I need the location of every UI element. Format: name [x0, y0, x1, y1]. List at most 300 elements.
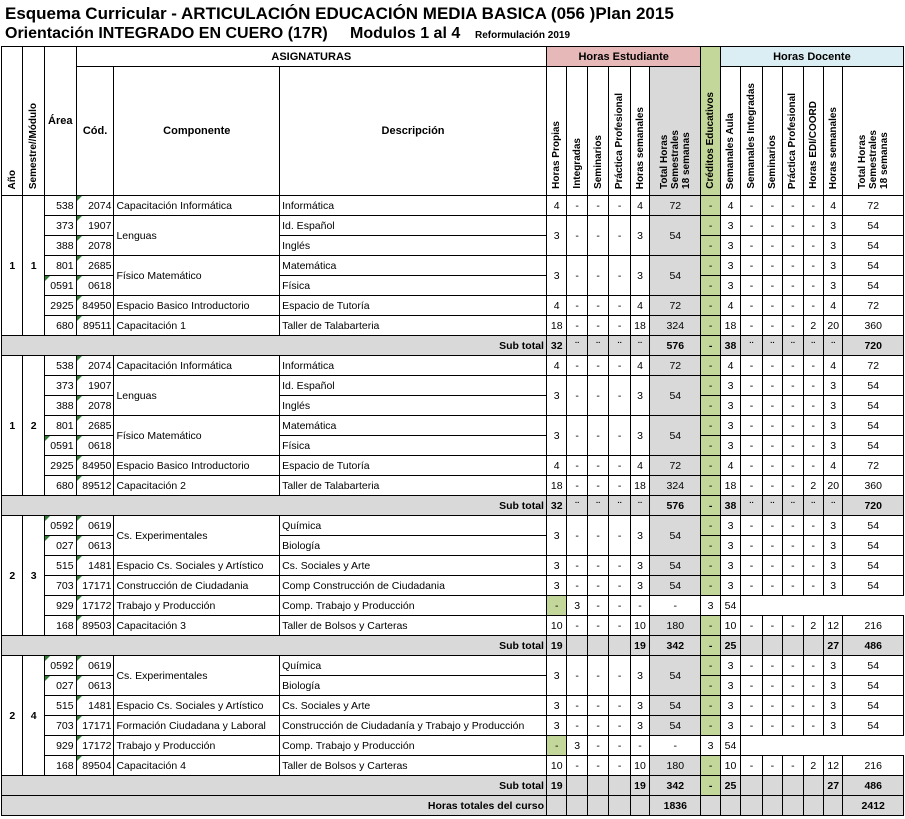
- componente-cell: Espacio Basico Introductorio: [114, 296, 280, 316]
- doc-cell: -: [630, 736, 649, 756]
- doc-total-cell: 54: [720, 596, 740, 616]
- cod-cell: 0619: [76, 656, 114, 676]
- doc-total-cell: 54: [843, 416, 904, 436]
- subtotal-cell: ¨: [630, 336, 649, 356]
- est-cell: 3: [546, 716, 566, 736]
- cod-cell: 89512: [76, 476, 114, 496]
- subtotal-cell: 19: [546, 776, 566, 796]
- subtotal-cell: 576: [650, 496, 701, 516]
- doc-cell: -: [803, 376, 823, 396]
- subtotal-cell: [587, 636, 608, 656]
- subtotal-cell: 19: [630, 636, 649, 656]
- cod-cell: 0613: [76, 676, 114, 696]
- doc-cell: 12: [824, 756, 843, 776]
- total-empty: [824, 796, 843, 816]
- doc-cell: 3: [720, 396, 740, 416]
- area-cell: 2925: [44, 456, 76, 476]
- subtotal-cell: 27: [824, 636, 843, 656]
- total-empty: [762, 796, 782, 816]
- subtotal-cell: 38: [720, 336, 740, 356]
- subtotal-cell: ¨: [762, 496, 782, 516]
- descripcion-cell: Informática: [280, 196, 547, 216]
- creditos-cell: -: [701, 436, 720, 456]
- est-cell: 3: [546, 556, 566, 576]
- componente-cell: Cs. Experimentales: [114, 516, 280, 556]
- cod-cell: 17172: [76, 596, 114, 616]
- subtotal-cell: ¨: [609, 336, 630, 356]
- anio-cell: 2: [2, 656, 23, 776]
- creditos-cell: -: [701, 256, 720, 276]
- cod-cell: 1481: [76, 556, 114, 576]
- cod-cell: 0613: [76, 536, 114, 556]
- table-row: [2, 556, 904, 576]
- subtotal-cell: ¨: [824, 496, 843, 516]
- area-cell: 801: [44, 256, 76, 276]
- doc-cell: 2: [803, 756, 823, 776]
- doc-cell: 12: [824, 616, 843, 636]
- doc-cell: -: [741, 716, 762, 736]
- doc-cell: -: [783, 216, 803, 236]
- descripcion-cell: Matemática: [280, 416, 547, 436]
- est-cell: 54: [650, 256, 701, 296]
- total-creditos: [701, 796, 720, 816]
- est-cell: 3: [630, 256, 649, 296]
- doc-cell: 3: [824, 436, 843, 456]
- doc-total-cell: 54: [843, 696, 904, 716]
- est-cell: 10: [630, 756, 649, 776]
- creditos-cell: -: [701, 456, 720, 476]
- doc-total-cell: 54: [843, 376, 904, 396]
- col-anio: Año: [2, 47, 23, 196]
- doc-cell: -: [783, 696, 803, 716]
- doc-cell: -: [783, 756, 803, 776]
- doc-cell: 4: [824, 456, 843, 476]
- subtotal-row: [2, 336, 904, 356]
- cod-cell: 2074: [76, 356, 114, 376]
- col-est-0-label: Horas Propias: [551, 121, 563, 189]
- doc-cell: -: [741, 696, 762, 716]
- area-cell: 680: [44, 316, 76, 336]
- creditos-cell: -: [701, 716, 720, 736]
- col-est-4-label: Horas semanales: [634, 106, 646, 189]
- doc-cell: 3: [720, 656, 740, 676]
- doc-cell: -: [762, 676, 782, 696]
- creditos-cell: -: [701, 696, 720, 716]
- doc-cell: -: [762, 456, 782, 476]
- doc-cell: -: [762, 236, 782, 256]
- est-cell: 4: [546, 456, 566, 476]
- doc-cell: -: [783, 296, 803, 316]
- table-row: [2, 576, 904, 596]
- est-cell: 72: [650, 456, 701, 476]
- cod-cell: 2078: [76, 396, 114, 416]
- componente-cell: Trabajo y Producción: [114, 736, 280, 756]
- subtotal-cell: ¨: [783, 496, 803, 516]
- est-cell: -: [587, 376, 608, 416]
- area-cell: 929: [44, 736, 76, 756]
- componente-cell: Espacio Cs. Sociales y Artístico: [114, 696, 280, 716]
- componente-cell: Capacitación 2: [114, 476, 280, 496]
- doc-cell: -: [783, 256, 803, 276]
- area-cell: 168: [44, 756, 76, 776]
- est-cell: 10: [546, 616, 566, 636]
- col-asignaturas: ASIGNATURAS: [76, 47, 546, 67]
- subtotal-cell: ¨: [824, 336, 843, 356]
- orientation-title: Orientación INTEGRADO EN CUERO (17R): [5, 25, 328, 42]
- anio-cell: 2: [2, 516, 23, 636]
- subtotal-cell: 342: [650, 636, 701, 656]
- creditos-cell: -: [701, 296, 720, 316]
- creditos-cell: -: [701, 676, 720, 696]
- doc-cell: -: [609, 736, 630, 756]
- doc-total-cell: 54: [843, 676, 904, 696]
- doc-cell: -: [762, 696, 782, 716]
- doc-cell: 4: [824, 356, 843, 376]
- componente-cell: Espacio Cs. Sociales y Artístico: [114, 556, 280, 576]
- doc-cell: -: [803, 516, 823, 536]
- col-doc-3-label: Práctica Profesional: [787, 92, 799, 189]
- est-cell: 3: [630, 716, 649, 736]
- subtotal-cell: ¨: [567, 336, 587, 356]
- est-cell: 54: [650, 216, 701, 256]
- est-cell: -: [587, 296, 608, 316]
- doc-cell: -: [803, 536, 823, 556]
- doc-total-cell: 216: [843, 756, 904, 776]
- doc-cell: -: [803, 236, 823, 256]
- area-cell: 2925: [44, 296, 76, 316]
- col-est-1-label: Integradas: [571, 138, 583, 189]
- subtotal-cell: [803, 636, 823, 656]
- doc-cell: -: [803, 296, 823, 316]
- descripcion-cell: Taller de Bolsos y Carteras: [280, 756, 547, 776]
- subtotal-cell: [567, 776, 587, 796]
- doc-cell: 3: [720, 696, 740, 716]
- creditos-cell: -: [701, 476, 720, 496]
- subtotal-cell: 19: [630, 776, 649, 796]
- col-est-total: [650, 67, 701, 196]
- doc-cell: 3: [824, 536, 843, 556]
- est-cell: 3: [546, 696, 566, 716]
- doc-cell: -: [803, 456, 823, 476]
- area-cell: 027: [44, 536, 76, 556]
- descripcion-cell: Id. Español: [280, 216, 547, 236]
- doc-cell: 3: [824, 396, 843, 416]
- doc-cell: -: [762, 216, 782, 236]
- descripcion-cell: Comp. Trabajo y Producción: [280, 596, 547, 616]
- area-cell: 388: [44, 396, 76, 416]
- doc-cell: -: [803, 556, 823, 576]
- doc-cell: 4: [720, 456, 740, 476]
- est-cell: -: [587, 656, 608, 696]
- creditos-cell: -: [701, 316, 720, 336]
- doc-cell: 3: [701, 736, 720, 756]
- anio-cell: 1: [2, 196, 23, 336]
- est-cell: 3: [630, 376, 649, 416]
- cod-cell: 2685: [76, 256, 114, 276]
- doc-cell: -: [741, 276, 762, 296]
- descripcion-cell: Inglés: [280, 396, 547, 416]
- doc-cell: 3: [567, 736, 587, 756]
- total-empty: [546, 796, 566, 816]
- area-cell: 703: [44, 716, 76, 736]
- doc-total-cell: 72: [843, 196, 904, 216]
- est-cell: 3: [546, 656, 566, 696]
- cod-cell: 0618: [76, 276, 114, 296]
- subtotal-cell: [803, 776, 823, 796]
- subtotal-cell: 720: [843, 496, 904, 516]
- cod-cell: 2685: [76, 416, 114, 436]
- componente-cell: Capacitación Informática: [114, 196, 280, 216]
- doc-cell: 3: [720, 276, 740, 296]
- doc-cell: -: [741, 236, 762, 256]
- est-cell: -: [587, 696, 608, 716]
- cod-cell: 1907: [76, 216, 114, 236]
- area-cell: 168: [44, 616, 76, 636]
- doc-cell: -: [783, 536, 803, 556]
- subtotal-cell: 32: [546, 496, 566, 516]
- area-cell: 0592: [44, 656, 76, 676]
- col-semestre: Semestre//Módulo: [23, 47, 44, 196]
- est-cell: 54: [650, 656, 701, 696]
- table-row: [2, 416, 904, 436]
- creditos-cell: -: [701, 416, 720, 436]
- est-cell: -: [609, 256, 630, 296]
- creditos-cell: -: [701, 756, 720, 776]
- subtotal-row: [2, 636, 904, 656]
- col-est-4: [630, 67, 649, 196]
- est-cell: 4: [546, 296, 566, 316]
- doc-cell: 3: [824, 256, 843, 276]
- total-empty: [720, 796, 740, 816]
- doc-cell: -: [803, 196, 823, 216]
- est-cell: 3: [546, 516, 566, 556]
- doc-cell: -: [762, 556, 782, 576]
- doc-total-cell: 54: [720, 736, 740, 756]
- componente-cell: Cs. Experimentales: [114, 656, 280, 696]
- area-cell: 929: [44, 596, 76, 616]
- est-cell: 4: [546, 356, 566, 376]
- doc-total-cell: 54: [843, 256, 904, 276]
- componente-cell: Capacitación 3: [114, 616, 280, 636]
- est-cell: -: [609, 376, 630, 416]
- subtotal-cell: ¨: [609, 496, 630, 516]
- doc-total-cell: 72: [843, 356, 904, 376]
- cod-cell: 17172: [76, 736, 114, 756]
- subtotal-cell: ¨: [587, 336, 608, 356]
- doc-cell: -: [587, 596, 608, 616]
- est-cell: -: [587, 456, 608, 476]
- doc-cell: -: [741, 256, 762, 276]
- subtotal-cell: [762, 776, 782, 796]
- area-cell: 538: [44, 356, 76, 376]
- header-row-1: [2, 47, 904, 67]
- est-cell: -: [567, 576, 587, 596]
- doc-cell: 3: [824, 576, 843, 596]
- doc-cell: 4: [824, 296, 843, 316]
- subtotal-cell: ¨: [630, 496, 649, 516]
- subtotal-cell: ¨: [803, 336, 823, 356]
- col-cod: Cód.: [76, 67, 114, 196]
- doc-total-cell: 72: [843, 456, 904, 476]
- total-est: 1836: [650, 796, 701, 816]
- componente-cell: Físico Matemático: [114, 256, 280, 296]
- doc-cell: -: [803, 436, 823, 456]
- doc-cell: 3: [720, 716, 740, 736]
- reform-note: Reformulación 2019: [475, 30, 571, 41]
- area-cell: 373: [44, 376, 76, 396]
- descripcion-cell: Biología: [280, 536, 547, 556]
- doc-cell: -: [762, 356, 782, 376]
- doc-cell: -: [741, 296, 762, 316]
- doc-cell: 2: [803, 616, 823, 636]
- table-row: [2, 716, 904, 736]
- doc-cell: -: [741, 216, 762, 236]
- est-cell: 3: [546, 256, 566, 296]
- descripcion-cell: Inglés: [280, 236, 547, 256]
- doc-cell: -: [783, 716, 803, 736]
- est-cell: -: [567, 656, 587, 696]
- doc-cell: 3: [824, 716, 843, 736]
- doc-cell: -: [783, 416, 803, 436]
- col-doc-total-label: Total Horas Semestrales 18 semanas: [856, 130, 890, 189]
- est-cell: 54: [650, 696, 701, 716]
- doc-cell: -: [762, 616, 782, 636]
- est-cell: -: [609, 316, 630, 336]
- doc-cell: -: [762, 376, 782, 396]
- doc-cell: 4: [720, 296, 740, 316]
- doc-cell: 18: [720, 476, 740, 496]
- col-doc-0-label: Semanales Aula: [725, 112, 737, 189]
- est-cell: -: [567, 516, 587, 556]
- area-cell: 0591: [44, 436, 76, 456]
- est-cell: -: [587, 476, 608, 496]
- col-creditos: Créditos Educativos: [701, 47, 720, 196]
- col-doc-0: [720, 67, 740, 196]
- doc-cell: 3: [720, 536, 740, 556]
- est-cell: 54: [650, 556, 701, 576]
- table-row: [2, 476, 904, 496]
- doc-total-cell: 54: [843, 516, 904, 536]
- componente-cell: Espacio Basico Introductorio: [114, 456, 280, 476]
- area-cell: 515: [44, 556, 76, 576]
- subtotal-cell: -: [701, 496, 720, 516]
- table-row: [2, 256, 904, 276]
- est-cell: -: [609, 216, 630, 256]
- est-cell: 3: [630, 696, 649, 716]
- est-cell: 3: [630, 516, 649, 556]
- doc-cell: -: [783, 576, 803, 596]
- subtotal-cell: [783, 776, 803, 796]
- total-empty: [741, 796, 762, 816]
- subtotal-cell: 576: [650, 336, 701, 356]
- creditos-cell: -: [701, 556, 720, 576]
- est-cell: -: [567, 616, 587, 636]
- doc-cell: -: [783, 356, 803, 376]
- modulo-cell: 2: [23, 356, 44, 496]
- doc-cell: -: [803, 576, 823, 596]
- est-cell: 180: [650, 756, 701, 776]
- subtotal-cell: 19: [546, 636, 566, 656]
- est-cell: -: [587, 756, 608, 776]
- doc-cell: -: [741, 316, 762, 336]
- table-row: [2, 376, 904, 396]
- est-cell: 4: [630, 456, 649, 476]
- total-row: [2, 796, 904, 816]
- table-row: [2, 756, 904, 776]
- doc-cell: -: [762, 756, 782, 776]
- est-cell: 3: [630, 416, 649, 456]
- doc-cell: 18: [720, 316, 740, 336]
- est-cell: 3: [630, 216, 649, 256]
- table-row: [2, 696, 904, 716]
- subtotal-cell: ¨: [803, 496, 823, 516]
- subtotal-row: [2, 776, 904, 796]
- col-horas-estudiante: Horas Estudiante: [546, 47, 700, 67]
- table-row: [2, 216, 904, 236]
- creditos-cell: -: [701, 396, 720, 416]
- doc-cell: -: [650, 736, 701, 756]
- area-cell: 373: [44, 216, 76, 236]
- est-cell: -: [587, 216, 608, 256]
- doc-cell: -: [783, 656, 803, 676]
- doc-cell: -: [803, 696, 823, 716]
- doc-cell: 10: [720, 616, 740, 636]
- subtotal-cell: [762, 636, 782, 656]
- creditos-cell: -: [701, 236, 720, 256]
- doc-cell: -: [762, 256, 782, 276]
- doc-total-cell: 216: [843, 616, 904, 636]
- est-cell: -: [587, 256, 608, 296]
- descripcion-cell: Comp Construcción de Ciudadania: [280, 576, 547, 596]
- cod-cell: 89503: [76, 616, 114, 636]
- doc-total-cell: 72: [843, 296, 904, 316]
- est-cell: -: [587, 716, 608, 736]
- est-cell: -: [587, 416, 608, 456]
- doc-cell: 3: [824, 376, 843, 396]
- componente-cell: Construcción de Ciudadania: [114, 576, 280, 596]
- modulo-cell: 4: [23, 656, 44, 776]
- subtotal-cell: ¨: [587, 496, 608, 516]
- subtotal-cell: [587, 776, 608, 796]
- col-doc-1: [741, 67, 762, 196]
- est-cell: -: [567, 296, 587, 316]
- doc-cell: -: [803, 416, 823, 436]
- doc-cell: -: [803, 356, 823, 376]
- doc-cell: -: [783, 196, 803, 216]
- doc-cell: 3: [720, 676, 740, 696]
- est-cell: 4: [630, 356, 649, 376]
- doc-total-cell: 54: [843, 396, 904, 416]
- doc-cell: 3: [824, 656, 843, 676]
- doc-cell: -: [803, 276, 823, 296]
- col-doc-2: [762, 67, 782, 196]
- doc-total-cell: 54: [843, 576, 904, 596]
- table-row: [2, 316, 904, 336]
- est-cell: 3: [546, 216, 566, 256]
- est-cell: -: [609, 416, 630, 456]
- est-cell: -: [567, 316, 587, 336]
- col-est-1: [567, 67, 587, 196]
- subtotal-cell: 486: [843, 636, 904, 656]
- est-cell: 4: [546, 196, 566, 216]
- est-cell: -: [587, 616, 608, 636]
- est-cell: 4: [630, 196, 649, 216]
- doc-total-cell: 54: [843, 216, 904, 236]
- doc-cell: 3: [720, 236, 740, 256]
- doc-cell: -: [741, 656, 762, 676]
- componente-cell: Trabajo y Producción: [114, 596, 280, 616]
- est-cell: -: [567, 696, 587, 716]
